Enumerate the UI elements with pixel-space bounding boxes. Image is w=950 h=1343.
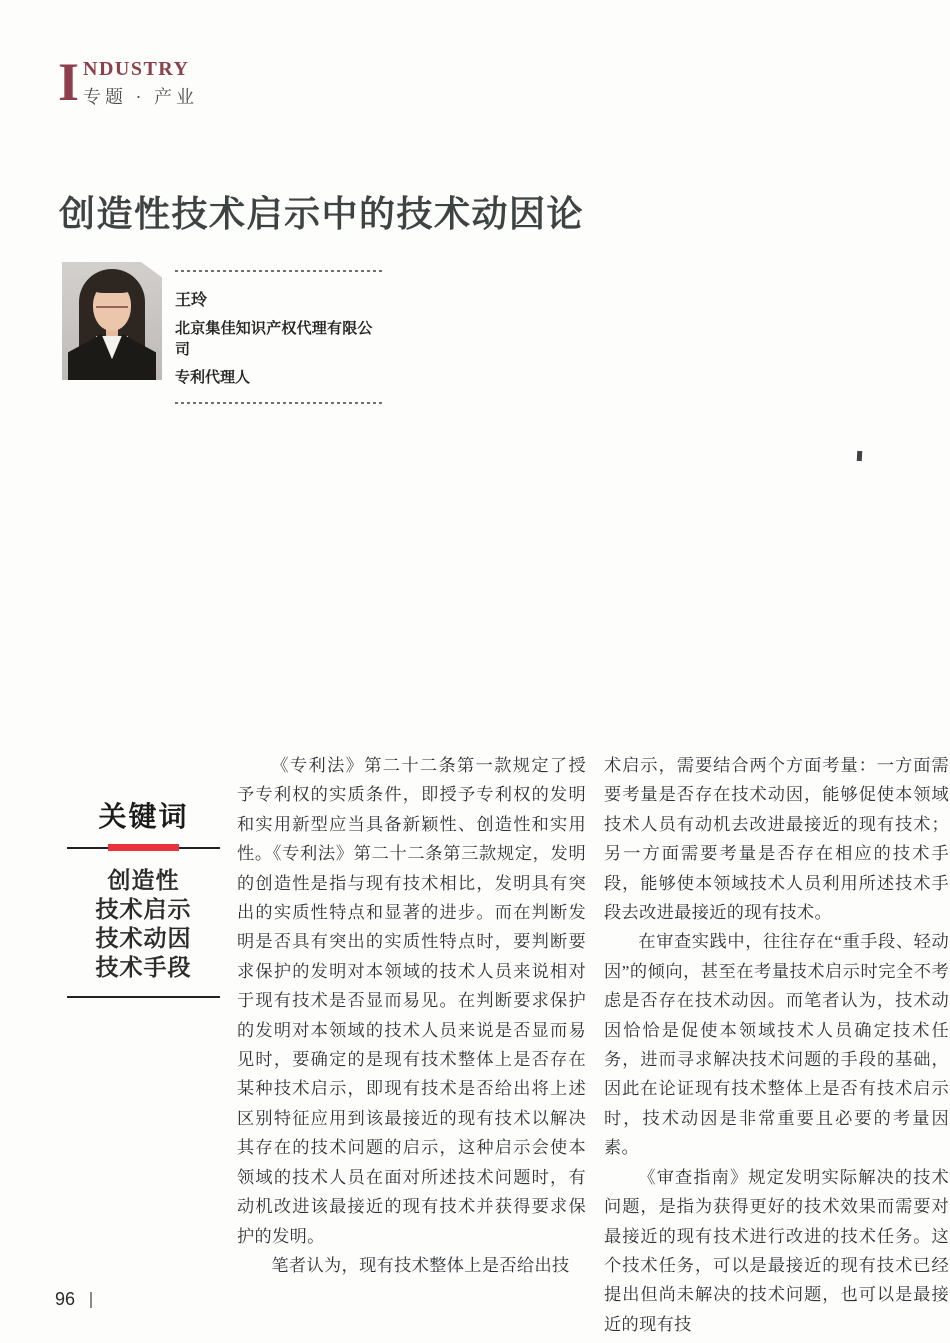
article-title: 创造性技术启示中的技术动因论 xyxy=(59,193,585,234)
keywords-panel xyxy=(67,795,220,998)
keywords-heading: 关键词 xyxy=(98,802,189,833)
author-photo xyxy=(62,262,162,380)
paragraph: 《审查指南》规定发明实际解决的技术问题，是指为获得更好的技术效果而需要对最接近的现有技术进行改进的技术任务。这个技术任务，可以是最接近的现有技术已经提出但尚未解决的技术问题，也可以是最接近的现有技 xyxy=(604,1167,949,1334)
keyword-item: 技术启示 xyxy=(95,897,192,922)
paragraph-continuation: 术启示，需要结合两个方面考量：一方面需要考量是否存在技术动因，能够促使本领域技术人员有动机去改进最接近的现有技术；另一方面需要考量是否存在相应的技术手段，能够使本领域技术人员利用所述技术手段去改进最接近的现有技术。 xyxy=(604,756,949,923)
section-masthead xyxy=(58,52,199,112)
author-info xyxy=(175,262,382,404)
author-name: 王玲 xyxy=(175,292,208,309)
author-divider-bottom xyxy=(175,402,382,404)
portrait-bangs xyxy=(91,276,133,293)
author-divider-top xyxy=(175,270,382,272)
keyword-item: 创造性 xyxy=(107,868,180,893)
keyword-item: 技术动因 xyxy=(95,926,192,951)
keyword-item: 技术手段 xyxy=(95,955,192,980)
scan-artifact-mark xyxy=(857,451,863,461)
paragraph: 在审查实践中，往往存在“重手段、轻动因”的倾向，甚至在考量技术启示时完全不考虑是否存在技术动因。而笔者认为，技术动因恰恰是促使本领域技术人员确定技术任务，进而寻求解决技术问题的手段的基础，因此在论证现有技术整体上是否有技术启示时，技术动因是非常重要且必要的考量因素。 xyxy=(604,932,949,1158)
paragraph: 笔者认为，现有技术整体上是否给出技 xyxy=(271,1255,570,1275)
section-label: 专题 · 产业 xyxy=(83,87,199,107)
page-footer xyxy=(55,1289,92,1310)
body-column-right xyxy=(604,751,949,1339)
masthead-text-group xyxy=(83,58,198,109)
masthead-title: NDUSTRY xyxy=(83,58,190,80)
page-number: 96 xyxy=(55,1289,76,1309)
masthead-initial: I xyxy=(58,52,80,112)
author-block xyxy=(62,262,382,404)
body-column-left xyxy=(237,751,586,1280)
author-role: 专利代理人 xyxy=(175,369,251,386)
author-organization: 北京集佳知识产权代理有限公司 xyxy=(175,320,373,358)
portrait-glasses xyxy=(96,306,128,314)
keywords-rule-accent xyxy=(108,844,179,851)
keywords-rule xyxy=(67,844,220,851)
footer-divider xyxy=(90,1292,92,1308)
keywords-bottom-rule xyxy=(67,996,220,998)
paragraph: 《专利法》第二十二条第一款规定了授予专利权的实质条件，即授予专利权的发明和实用新型应当具备新颖性、创造性和实用性。《专利法》第二十二条第三款规定，发明的创造性是指与现有技术相比，发明具有突出的实质性特点和显著的进步。而在判断发明是否具有突出的实质性特点时，要判断要求保护的发明对本领域的技术人员来说相对于现有技术是否显而易见。在判断要求保护的发明对本领域的技术人员来说是否显而易见时，要确定的是现有技术整体上是否存在某种技术启示，即现有技术是否给出将上述区别特征应用到该最接近的现有技术以解决其存在的技术问题的启示，这种启示会使本领域的技术人员在面对所述技术问题时，有动机改进该最接近的现有技术并获得要求保护的发明。 xyxy=(237,756,586,1246)
